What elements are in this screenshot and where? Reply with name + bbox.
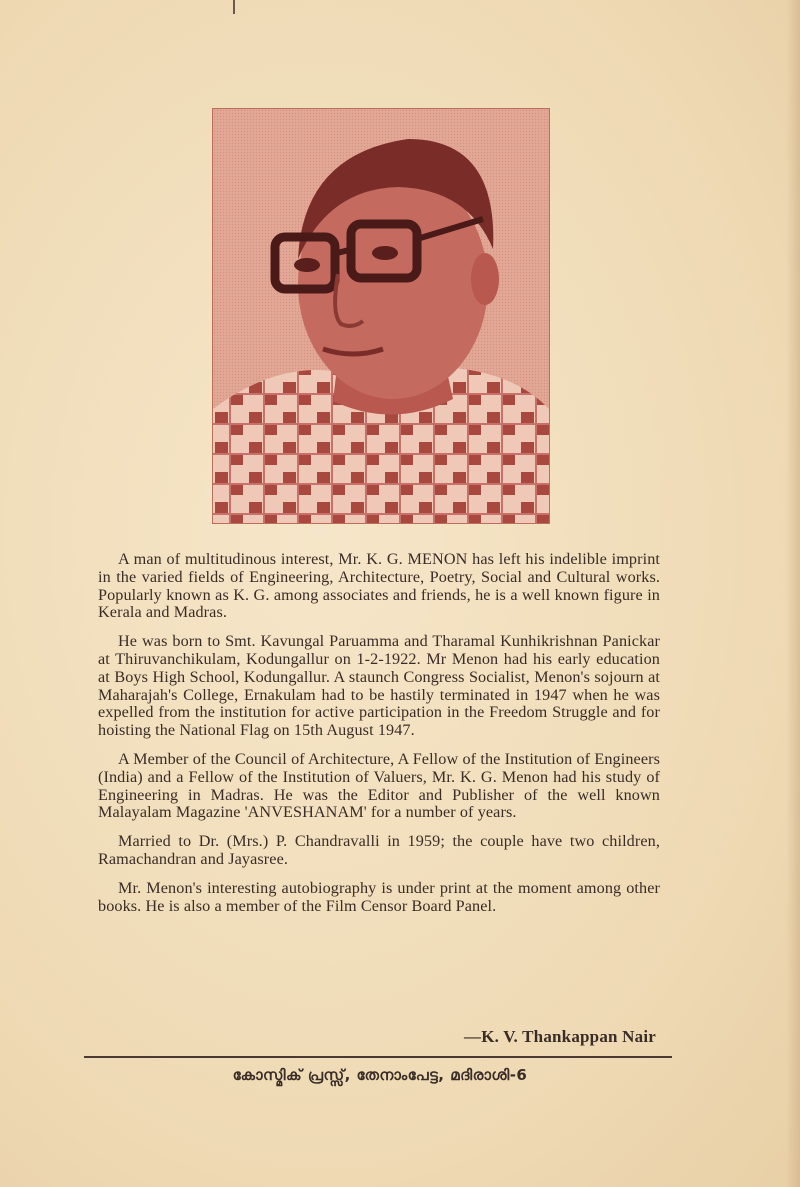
- bio-paragraph-1: A man of multitudinous interest, Mr. K. G. MENON has left his indelible imprint in the varied fields of Engineering, Architecture, Poetry, Social and Cultural works. Popularly known as K. G. among associates and friends, he is a well known figure in Kerala and Madras.: [98, 550, 660, 622]
- bio-author-signature: —K. V. Thankappan Nair: [464, 1027, 656, 1046]
- page-edge-shadow: [786, 0, 800, 1187]
- portrait-illustration: [213, 109, 549, 523]
- bio-paragraph-4: Married to Dr. (Mrs.) P. Chandravalli in 1959; the couple have two children, Ramachandran and Jayasree.: [98, 832, 660, 868]
- bio-paragraph-5: Mr. Menon's interesting autobiography is under print at the moment among other books. He is also a member of the Film Censor Board Panel.: [98, 878, 660, 915]
- fold-mark: [233, 0, 235, 14]
- author-portrait: [212, 108, 550, 524]
- printer-imprint: കോസ്മിക് പ്രസ്സ്, തേനാംപേട്ട, മദിരാശി-6: [232, 1066, 528, 1084]
- bio-paragraph-2: He was born to Smt. Kavungal Paruamma and Tharamal Kunhikrishnan Panickar at Thiruvanchikulam, Kodungallur on 1-2-1922. Mr Menon had his early education at Boys High School, Kodungallur. A staunch Congress Socialist, Menon's sojourn at Maharajah's College, Ernakulam had to be hastily terminated in 1947 when he was expelled from the institution for active participation in the Freedom Struggle and for hoisting the National Flag on 15th August 1947.: [98, 632, 660, 740]
- author-biography: [98, 551, 660, 926]
- bio-paragraph-3: A Member of the Council of Architecture, A Fellow of the Institution of Engineers (India) and a Fellow of the Institution of Valuers, Mr. K. G. Menon had his study of Engineering in Madras. He was the Editor and Publisher of the well known Malayalam Magazine 'ANVESHANAM' for a number of years.: [98, 749, 660, 822]
- divider-rule: [84, 1056, 672, 1058]
